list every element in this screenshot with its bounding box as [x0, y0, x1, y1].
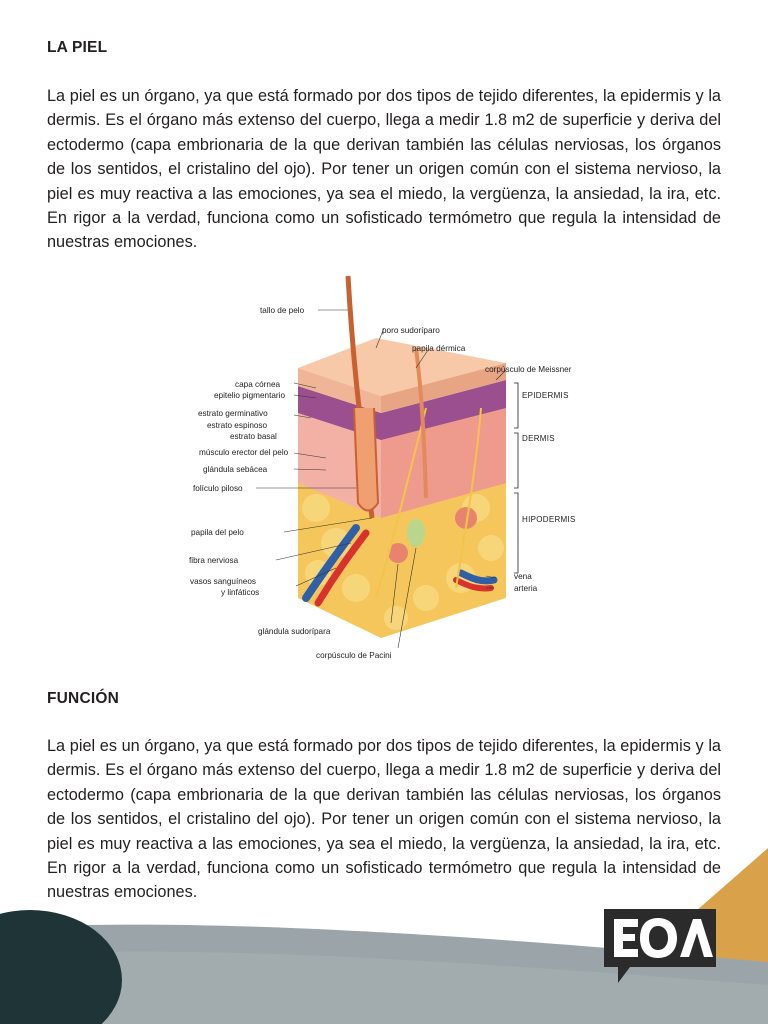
label-poro-sudoriparo: poro sudoríparo	[382, 326, 440, 335]
label-papila-del-pelo: papila del pelo	[191, 528, 244, 537]
label-dermis: DERMIS	[522, 434, 555, 443]
label-estrato-germinativo: estrato germinativo	[198, 409, 268, 418]
skin-anatomy-diagram	[176, 268, 594, 672]
label-capa-cornea: capa córnea	[235, 380, 281, 389]
label-vasos-sanguineos: vasos sanguíneos	[190, 577, 256, 586]
pacini-corpuscle	[407, 519, 425, 547]
label-epitelio-pigmentario: epitelio pigmentario	[214, 391, 286, 400]
label-papila-dermica: papila dérmica	[412, 344, 466, 353]
label-epidermis: EPIDERMIS	[522, 391, 569, 400]
label-glandula-sudoripara: glándula sudorípara	[258, 627, 331, 636]
eoa-logo	[600, 905, 720, 987]
label-tallo-de-pelo: tallo de pelo	[260, 306, 305, 315]
label-corpusculo-meissner: corpúsculo de Meissner	[485, 365, 572, 374]
label-corpusculo-pacini: corpúsculo de Pacini	[316, 651, 392, 660]
label-y-linfaticos: y linfáticos	[221, 588, 260, 597]
label-vena: vena	[514, 572, 532, 581]
label-musculo-erector: músculo erector del pelo	[199, 448, 289, 457]
section-heading-funcion: FUNCIÓN	[47, 690, 120, 707]
label-arteria: arteria	[514, 584, 538, 593]
label-fibra-nerviosa: fibra nerviosa	[189, 556, 239, 565]
section-paragraph-la-piel: La piel es un órgano, ya que está formado por dos tipos de tejido diferentes, la epidermis y la dermis. Es el órgano más extenso del cuerpo, llega a medir 1.8 m2 de superficie y deriva del ectodermo (capa embrionaria de la que derivan también las células nerviosas, los órganos de los sentidos, el cristalino del ojo). Por tener un origen común con el sistema nervioso, la piel es muy reactiva a las emociones, ya sea el miedo, la vergüenza, la ansiedad, la ira, etc. En rigor a la verdad, funciona como un sofisticado termómetro que regula la intensidad de nuestras emociones.	[47, 87, 721, 252]
label-estrato-basal: estrato basal	[230, 432, 277, 441]
section-paragraph-funcion: La piel es un órgano, ya que está formado por dos tipos de tejido diferentes, la epidermis y la dermis. Es el órgano más extenso del cuerpo, llega a medir 1.8 m2 de superficie y deriva del ectodermo (capa embrionaria de la que derivan también las células nerviosas, los órganos de los sentidos, el cristalino del ojo). Por tener un origen común con el sistema nervioso, la piel es muy reactiva a las emociones, ya sea el miedo, la vergüenza, la ansiedad, la ira, etc. En rigor a la verdad, funciona como un sofisticado termómetro que regula la intensidad de nuestras emociones.	[47, 737, 721, 902]
label-glandula-sebacea: glándula sebácea	[203, 465, 268, 474]
hair-follicle	[354, 408, 378, 511]
section-heading-la-piel: LA PIEL	[47, 39, 108, 56]
label-estrato-espinoso: estrato espinoso	[207, 421, 268, 430]
label-hipodermis: HIPODERMIS	[522, 515, 576, 524]
label-foliculo-piloso: folículo piloso	[193, 484, 243, 493]
